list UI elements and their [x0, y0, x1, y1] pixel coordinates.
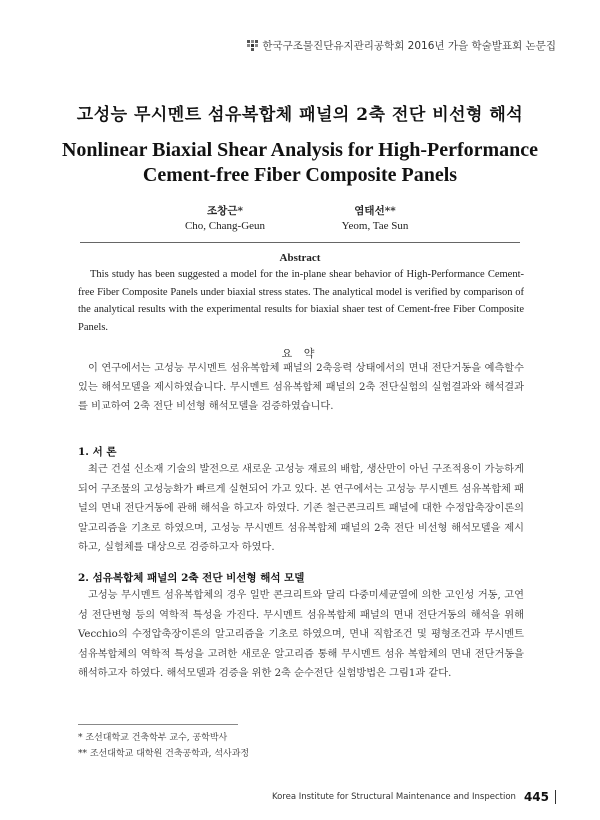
page-number: 445 [524, 790, 556, 804]
title-english-line-2: Cement-free Fiber Composite Panels [142, 164, 458, 186]
authors-block [0, 203, 600, 232]
footer-institute: Korea Institute for Structural Maintenance and Inspection [271, 792, 516, 802]
author-2-english: Yeom, Tae Sun [341, 220, 409, 232]
section-1-heading: 1. 서 론 [78, 446, 117, 458]
author-names-korean [0, 203, 600, 218]
running-header [247, 38, 556, 53]
author-2-korean: 염태선** [354, 205, 396, 217]
summary-heading: 요 약 [281, 347, 319, 360]
abstract-text: This study has been suggested a model for the in-plane shear behavior of High-Performance Cement-free Fiber Composite Panels under biaxial stress states. The analytical model is verified by comparison of the analytical results with the experimental results for biaxial shaer test of Cement-free Fiber Composite Panels. [78, 269, 524, 333]
footnote-1: * 조선대학교 건축학부 교수, 공학박사 [78, 733, 228, 743]
divider-top [80, 242, 520, 243]
footnote-2: ** 조선대학교 대학원 건축공학과, 석사과정 [78, 749, 250, 759]
title-korean: 고성능 무시멘트 섬유복합체 패널의 2축 전단 비선형 해석 [76, 105, 524, 125]
section-2-text: 고성능 무시멘트 섬유복합체의 경우 일반 콘크리트와 달리 다중미세균열에 의한 고인성 거동, 고연성 전단변형 등의 역학적 특성을 가진다. 무시멘트 섬유복합체 패널의 면내 전단거동의 해석을 위해 Vecchio의 수정압축장이론의 알고리즘을 기초로 하였으며, 면내 직합조건 및 평형조건과 무시멘트 섬유복합체의 역학적 특성을 고려한 새로운 알고리즘 통해 무시멘트 섬유 복합체의 면내 전단거동을 해석하고자 하였다. 해석모델과 검증을 위한 2축 순수전단 실험방법은 그림1과 같다. [78, 590, 524, 679]
author-1-english: Cho, Chang-Geun [184, 220, 266, 232]
summary-text: 이 연구에서는 고성능 무시멘트 섬유복합체 패널의 2축응력 상태에서의 면내 전단거동을 예측할수 있는 해석모델을 제시하였습니다. 무시멘트 섬유복합체 패널의 2축 전단실험의 실험결과와 해석결과를 비교하여 2축 전단 비선형 해석모델을 검증하였습니다. [78, 363, 524, 412]
title-english [0, 138, 600, 188]
title-english-line-1: Nonlinear Biaxial Shear Analysis for High-Performance [61, 139, 539, 161]
journal-name: 한국구조물진단유지관리공학회 2016년 가을 학술발표회 논문집 [262, 40, 556, 52]
footnotes [78, 730, 249, 762]
section-1-text: 최근 건설 신소재 기술의 발전으로 새로운 고성능 재료의 배합, 생산만이 아닌 구조적용이 가능하게 되어 구조물의 고성능화가 빠르게 실현되어 가고 있다. 본 연구에서는 고성능 무시멘트 섬유복합체 패널의 면내 전단거동에 관해 해석을 하고자 하였다. 기존 철근콘크리트 패널에 대한 수정압축장이론의 알고리즘을 기초로 하였으며, 고성능 무시멘트 섬유복합체 패널의 2축 전단 비선형 해석모델을 제시하고, 실험체를 대상으로 검증하고자 하였다. [78, 464, 524, 553]
author-names-english [0, 220, 600, 232]
abstract-heading: Abstract [279, 252, 321, 264]
footnote-divider [78, 724, 238, 725]
page-footer [272, 790, 556, 804]
author-1-korean: 조창근* [207, 205, 243, 217]
society-logo-icon [247, 40, 258, 51]
section-2-heading: 2. 섬유복합체 패널의 2축 전단 비선형 해석 모델 [78, 572, 305, 584]
